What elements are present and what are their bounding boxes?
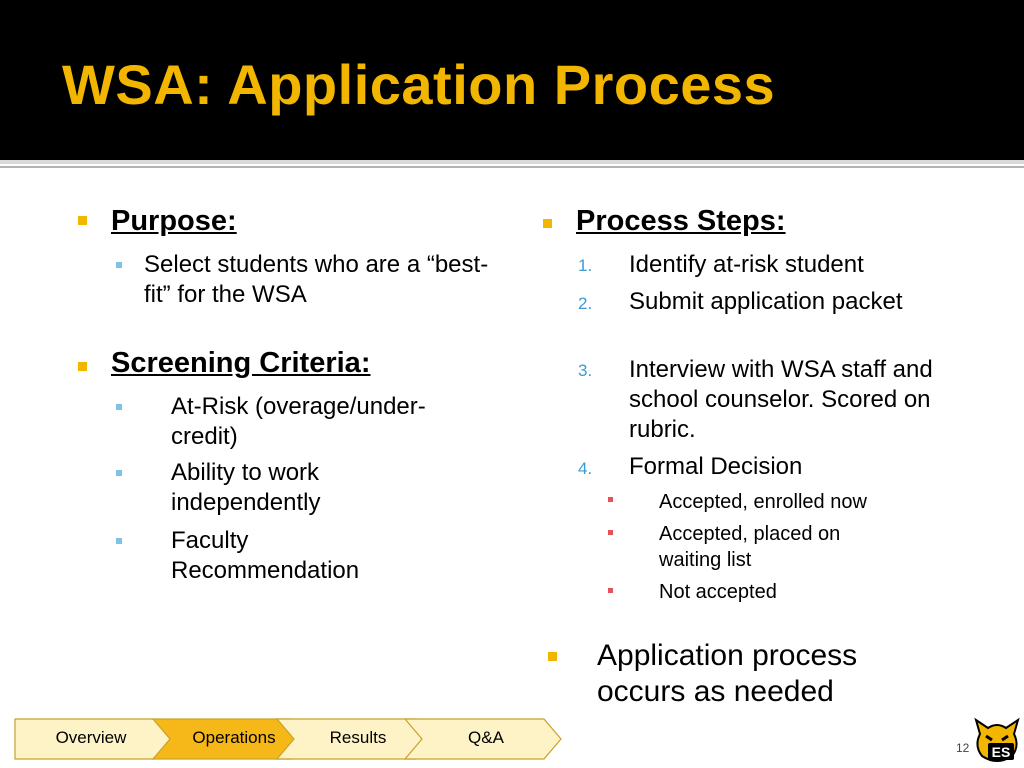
decision-item: Not accepted (659, 581, 777, 603)
screening-item: Faculty Recommendation (171, 527, 360, 584)
nav-tab-label: Q&A (468, 728, 504, 747)
purpose-item: Select students who are a “best-fit” for the WSA (144, 251, 489, 308)
decision-bullet-icon (608, 588, 613, 593)
decision-item: Accepted, placed on waiting list (659, 523, 841, 571)
note-text: Application process occurs as needed (597, 639, 858, 708)
bullet-icon (78, 362, 87, 371)
step-number: 2. (578, 294, 593, 313)
nav-tab-label: Results (329, 728, 387, 747)
wildcat-logo-icon (972, 716, 1022, 766)
step-text: Interview with WSA staff and school counselor. Scored on rubric. (629, 356, 933, 443)
bullet-icon (548, 652, 557, 661)
slide-title: WSA: Application Process (62, 53, 776, 116)
sub-bullet-icon (116, 538, 122, 544)
sub-bullet-icon (116, 404, 122, 410)
step-text: Submit application packet (629, 288, 903, 315)
page-number: 12 (956, 741, 970, 755)
title-bar (0, 0, 1024, 160)
sub-bullet-icon (116, 262, 122, 268)
step-number: 3. (578, 361, 593, 380)
step-number: 1. (578, 256, 593, 275)
screening-item: Ability to work independently (171, 459, 321, 516)
sub-bullet-icon (116, 470, 122, 476)
logo-text: ES (991, 744, 1011, 760)
decision-bullet-icon (608, 497, 613, 502)
nav-tab-label: Overview (55, 728, 127, 747)
bullet-icon (78, 216, 87, 225)
bullet-icon (543, 219, 552, 228)
step-text: Formal Decision (629, 453, 803, 480)
screening-heading: Screening Criteria: (111, 347, 371, 379)
step-text: Identify at-risk student (629, 251, 864, 278)
decision-item: Accepted, enrolled now (659, 491, 867, 513)
nav-tab-label: Operations (192, 728, 276, 747)
process-heading: Process Steps: (576, 205, 786, 237)
screening-item: At-Risk (overage/under-credit) (171, 393, 426, 450)
decision-bullet-icon (608, 530, 613, 535)
divider-thin (0, 166, 1024, 168)
purpose-heading: Purpose: (111, 205, 237, 237)
step-number: 4. (578, 459, 593, 478)
divider (0, 160, 1024, 164)
